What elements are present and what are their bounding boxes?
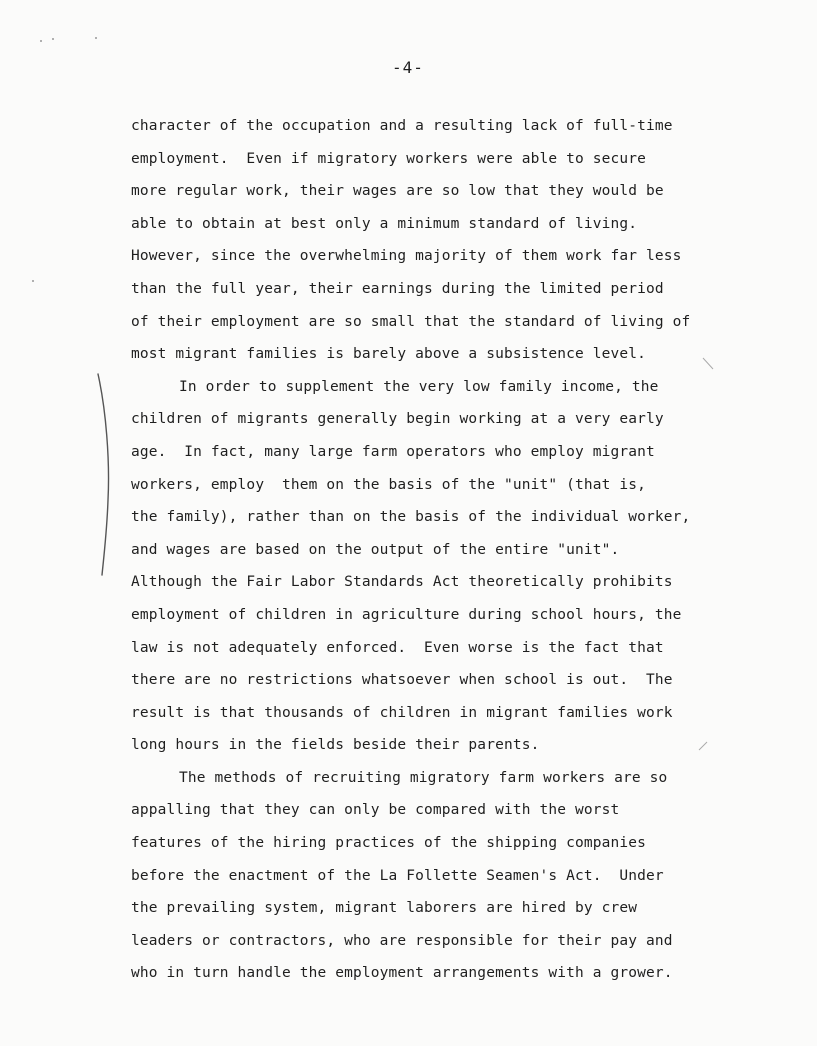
paragraph-start-line: In order to supplement the very low family income, the: [179, 378, 659, 395]
text-line: who in turn handle the employment arrangements with a grower.: [131, 965, 673, 982]
text-line: of their employment are so small that the standard of living of: [131, 313, 691, 330]
text-line: most migrant families is barely above a subsistence level.: [131, 346, 647, 363]
text-line: However, since the overwhelming majority of them work far less: [131, 248, 682, 265]
paper-speck: [95, 37, 97, 39]
text-line: character of the occupation and a resulting lack of full-time: [131, 118, 673, 134]
paragraph-start-line: The methods of recruiting migratory farm workers are so: [179, 769, 668, 786]
paper-speck: [52, 38, 54, 40]
text-line: more regular work, their wages are so low that they would be: [131, 183, 664, 200]
text-line: features of the hiring practices of the shipping companies: [131, 835, 647, 852]
text-line: result is that thousands of children in migrant families work: [131, 704, 673, 721]
text-line: appalling that they can only be compared with the worst: [131, 802, 620, 819]
text-line: and wages are based on the output of the entire "unit".: [131, 541, 620, 558]
page-number: -4-: [392, 58, 424, 77]
text-line: Although the Fair Labor Standards Act theoretically prohibits: [131, 574, 673, 591]
body-text: [131, 110, 771, 990]
margin-pencil-mark: [92, 370, 122, 580]
text-line: law is not adequately enforced. Even worse is the fact that: [131, 639, 664, 656]
text-line: before the enactment of the La Follette Seamen's Act. Under: [131, 867, 664, 884]
text-line: than the full year, their earnings during the limited period: [131, 280, 664, 297]
text-line: the prevailing system, migrant laborers are hired by crew: [131, 900, 638, 917]
text-line: the family), rather than on the basis of the individual worker,: [131, 509, 691, 526]
text-line: leaders or contractors, who are responsible for their pay and: [131, 932, 673, 949]
text-line: age. In fact, many large farm operators who employ migrant: [131, 443, 655, 460]
text-line: there are no restrictions whatsoever when school is out. The: [131, 672, 673, 689]
paper-speck: [40, 40, 42, 42]
paper-speck: [32, 280, 34, 282]
text-line: long hours in the fields beside their parents.: [131, 737, 540, 754]
text-line: children of migrants generally begin working at a very early: [131, 411, 664, 428]
text-line: employment of children in agriculture during school hours, the: [131, 606, 682, 623]
text-line: workers, employ them on the basis of the "unit" (that is,: [131, 476, 647, 493]
text-line: able to obtain at best only a minimum standard of living.: [131, 215, 638, 232]
text-line: employment. Even if migratory workers were able to secure: [131, 150, 647, 167]
